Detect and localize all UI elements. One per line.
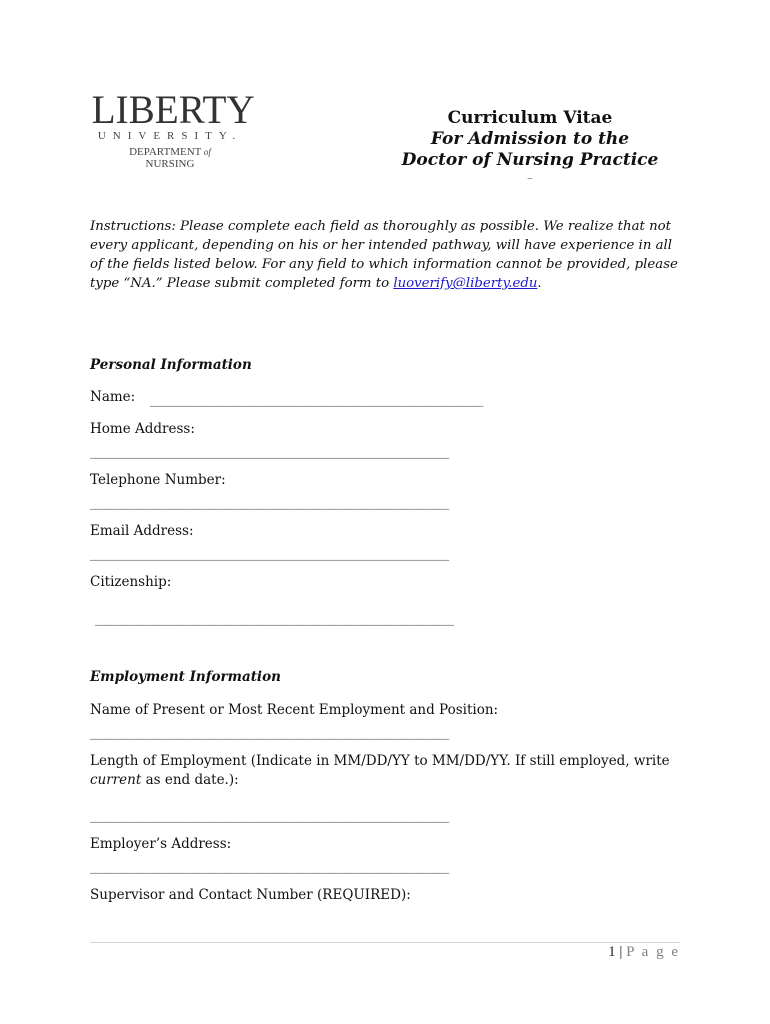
email-address-field[interactable]: _____________________________________________________________________ (90, 548, 449, 561)
name-label: Name: (90, 389, 136, 405)
title-line-1: Curriculum Vitae (447, 108, 613, 128)
document-title (380, 108, 680, 177)
email-address-label: Email Address: (90, 523, 194, 539)
name-field[interactable]: ________________________________________________________________ (150, 394, 483, 407)
title-underline-mark: _ (527, 168, 533, 179)
length-of-employment-label: Length of Employment (Indicate in MM/DD/YY to MM/DD/YY. If still employed, write current as end date.): (90, 753, 670, 788)
citizenship-field[interactable]: _____________________________________________________________________ (95, 613, 454, 626)
present-employment-field[interactable]: _____________________________________________________________________ (90, 727, 449, 740)
footer-divider (90, 942, 680, 943)
present-employment-label: Name of Present or Most Recent Employment and Position: (90, 702, 499, 718)
logo-wordmark: LIBERTY (91, 87, 255, 132)
telephone-field[interactable]: _____________________________________________________________________ (90, 497, 449, 510)
supervisor-contact-label: Supervisor and Contact Number (REQUIRED): (90, 887, 411, 903)
employer-address-label: Employer’s Address: (90, 836, 232, 852)
logo-university: UNIVERSITY. (97, 130, 243, 142)
employment-information-heading: Employment Information (90, 669, 281, 685)
page-label: P a g e (626, 944, 680, 960)
employer-address-field[interactable]: _____________________________________________________________________ (90, 861, 449, 874)
page-footer (608, 944, 680, 961)
title-line-2: For Admission to the (430, 129, 630, 149)
home-address-field[interactable]: _____________________________________________________________________ (90, 446, 449, 459)
title-line-3: Doctor of Nursing Practice (401, 150, 659, 170)
logo-department: DEPARTMENT of NURSING (129, 146, 211, 170)
liberty-university-logo (90, 87, 255, 172)
length-of-employment-field[interactable]: _____________________________________________________________________ (90, 810, 449, 823)
home-address-label: Home Address: (90, 421, 195, 437)
instructions-text: Instructions: Please complete each field as thoroughly as possible. We realize that not every applicant, depending on his or her intended pathway, will have experience in all of the fields listed below. For any field to which information cannot be provided, please type “NA.” Please submit completed form to (90, 219, 678, 291)
page-separator: | (619, 944, 623, 960)
citizenship-label: Citizenship: (90, 574, 172, 590)
instructions-paragraph: Instructions: Please complete each field as thoroughly as possible. We realize that not every applicant, depending on his or her intended pathway, will have experience in all of the fields listed below. For any field to which information cannot be provided, please type “NA.” Please submit completed form to luoverify@liberty.edu. (90, 219, 678, 291)
telephone-label: Telephone Number: (90, 472, 226, 488)
personal-information-heading: Personal Information (90, 357, 252, 373)
page-number: 1 (608, 944, 616, 960)
submit-email-link[interactable]: luoverify@liberty.edu (393, 276, 538, 291)
